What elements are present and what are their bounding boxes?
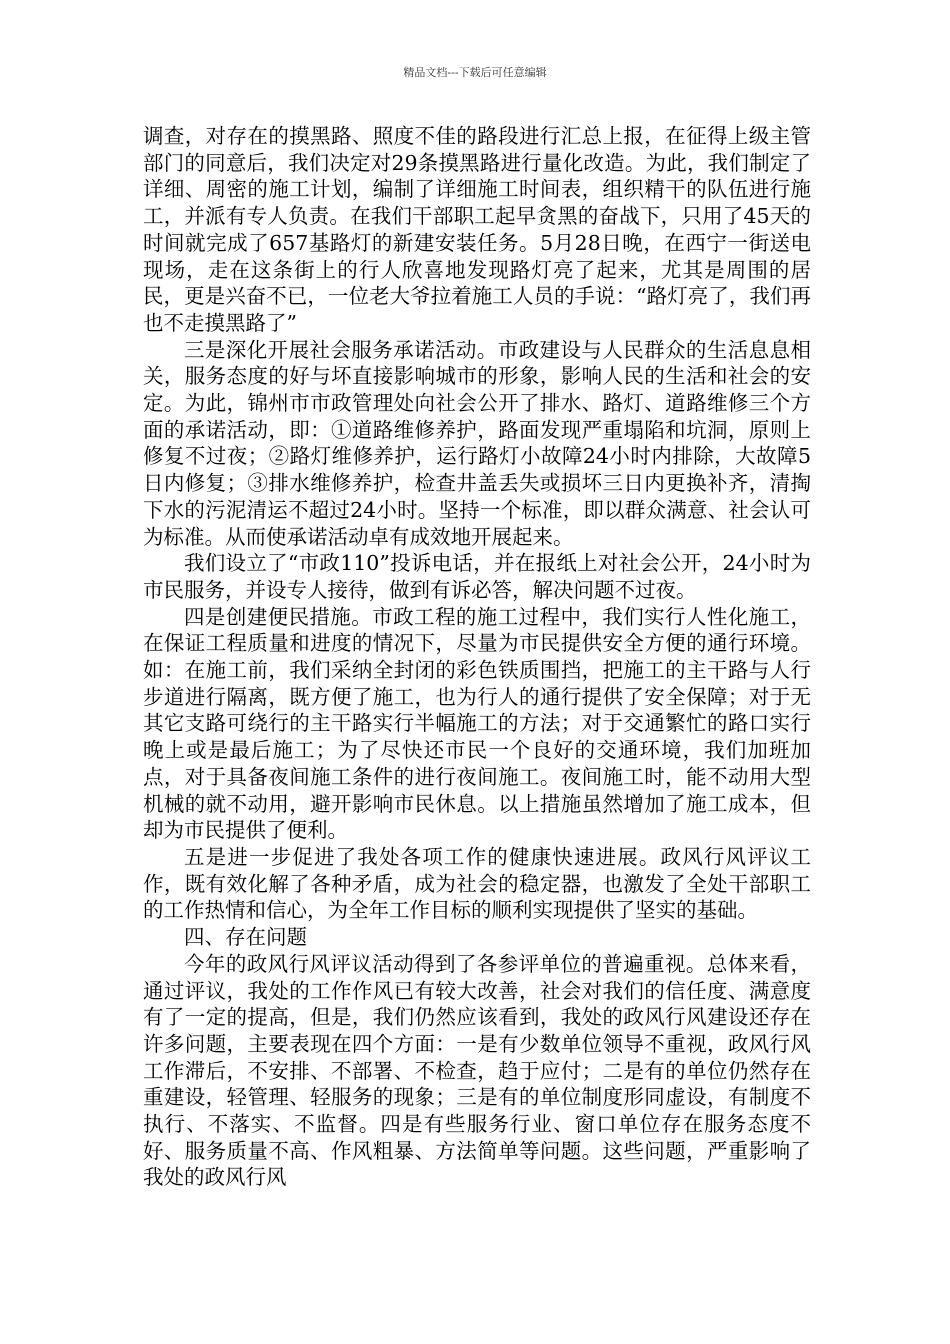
- document-body: [143, 123, 811, 1191]
- paragraph: 今年的政风行风评议活动得到了各参评单位的普遍重视。总体来看，通过评议，我处的工作作风已有较大改善，社会对我们的信任度、满意度有了一定的提高，但是，我们仍然应该看到，我处的政风行风建设还存在许多问题，主要表现在四个方面：一是有少数单位领导不重视，政风行风工作滞后，不安排、不部署、不检查，趋于应付；二是有的单位仍然存在重建设，轻管理、轻服务的现象；三是有的单位制度形同虚设，有制度不执行、不落实、不监督。四是有些服务行业、窗口单位存在服务态度不好、服务质量不高、作风粗暴、方法简单等问题。这些问题，严重影响了我处的政风行风: [143, 951, 811, 1190]
- section-heading: 四、存在问题: [184, 925, 307, 950]
- page-header: 精品文档---下载后可任意编辑: [403, 66, 547, 79]
- paragraph: 五是进一步促进了我处各项工作的健康快速进展。政风行风评议工作，既有效化解了各种矛盾，成为社会的稳定器，也激发了全处干部职工的工作热情和信心，为全年工作目标的顺利实现提供了坚实的基础。: [143, 844, 811, 923]
- paragraph: 调查，对存在的摸黑路、照度不佳的路段进行汇总上报，在征得上级主管部门的同意后，我们决定对29条摸黑路进行量化改造。为此，我们制定了详细、周密的施工计划，编制了详细施工时间表，组织精干的队伍进行施工，并派有专人负责。在我们干部职工起早贪黑的奋战下，只用了45天的时间就完成了657基路灯的新建安装任务。5月28日晚，在西宁一街送电现场，走在这条街上的行人欣喜地发现路灯亮了起来，尤其是周围的居民，更是兴奋不已，一位老大爷拉着施工人员的手说：“路灯亮了，我们再也不走摸黑路了”: [143, 124, 811, 335]
- paragraph: 我们设立了“市政110”投诉电话，并在报纸上对社会公开，24小时为市民服务，并设专人接待，做到有诉必答，解决问题不过夜。: [143, 551, 811, 602]
- paragraph: 四是创建便民措施。市政工程的施工过程中，我们实行人性化施工，在保证工程质量和进度的情况下，尽量为市民提供安全方便的通行环境。如：在施工前，我们采纳全封闭的彩色铁质围挡，把施工的主干路与人行步道进行隔离，既方便了施工，也为行人的通行提供了安全保障；对于无其它支路可绕行的主干路实行半幅施工的方法；对于交通繁忙的路口实行晚上或是最后施工；为了尽快还市民一个良好的交通环境，我们加班加点，对于具备夜间施工条件的进行夜间施工。夜间施工时，能不动用大型机械的就不动用，避开影响市民休息。以上措施虽然增加了施工成本，但却为市民提供了便利。: [143, 604, 811, 843]
- paragraph: 三是深化开展社会服务承诺活动。市政建设与人民群众的生活息息相关，服务态度的好与坏直接影响城市的形象，影响人民的生活和社会的安定。为此，锦州市市政管理处向社会公开了排水、路灯、道路维修三个方面的承诺活动，即：①道路维修养护，路面发现严重塌陷和坑洞，原则上修复不过夜；②路灯维修养护，运行路灯小故障24小时内排除，大故障5日内修复；③排水维修养护，检查井盖丢失或损坏三日内更换补齐，清掏下水的污泥清运不超过24小时。坚持一个标准，即以群众满意、社会认可为标准。从而使承诺活动卓有成效地开展起来。: [143, 337, 811, 549]
